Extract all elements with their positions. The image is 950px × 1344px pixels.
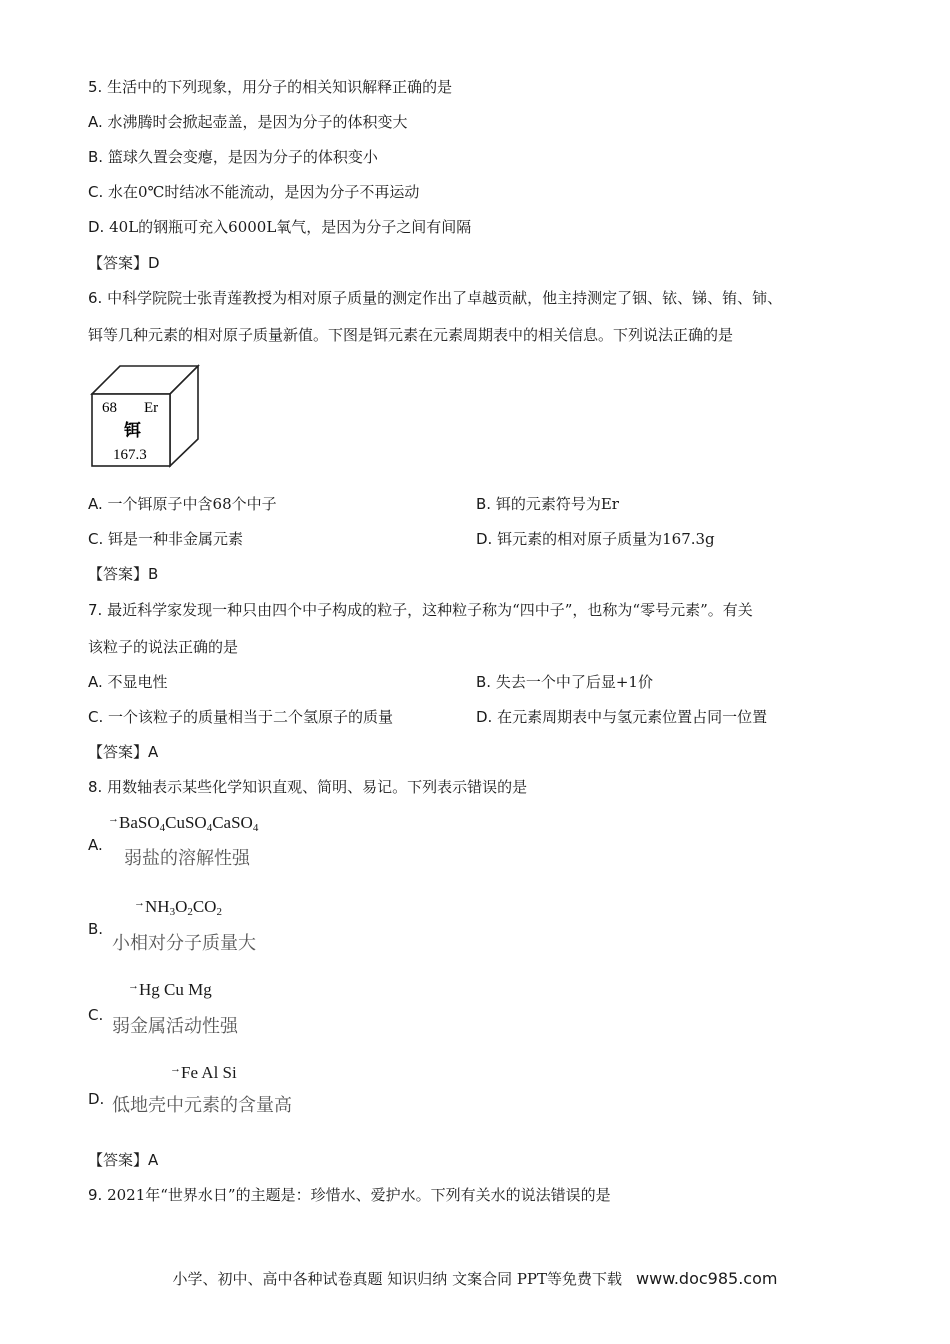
q8-option-c-letter: C. — [88, 1006, 104, 1024]
footer-text: 小学、初中、高中各种试卷真题 知识归纳 文案合同 PPT等免费下载 — [172, 1270, 623, 1288]
q7-number: 7. — [88, 601, 103, 619]
atomic-number: 68 — [102, 400, 117, 416]
footer-link[interactable]: www.doc985.com — [636, 1269, 778, 1288]
q6-option-c: C. 铒是一种非金属元素 — [88, 530, 244, 548]
axis-arrow-icon: → — [108, 813, 119, 825]
q8-option-a-letter: A. — [88, 836, 103, 854]
answer-value: A — [148, 743, 159, 761]
q6-stem-line1: 6. 中科学院院士张青莲教授为相对原子质量的测定作出了卓越贡献，他主持测定了铟、铱、锑、铕、铈、 — [88, 289, 783, 307]
q5-stem — [88, 77, 452, 97]
q8-number: 8. — [88, 778, 103, 796]
q8-option-c-axis-labels: →Hg Cu Mg — [128, 980, 212, 999]
answer-value: D — [148, 254, 160, 272]
q8-option-b-axis-labels: $^\to NH_3O_2CO_2$ — [134, 897, 222, 918]
q8-option-b-letter: B. — [88, 920, 104, 938]
atomic-mass: 167.3 — [113, 447, 147, 463]
q7-stem-line2: 该粒子的说法正确的是 — [88, 638, 239, 656]
q6-option-d: D. 铒元素的相对原子质量为167.3g — [476, 530, 715, 548]
q8-option-d-axis-labels: →Fe Al Si — [170, 1063, 237, 1082]
axis-arrow-icon: → — [128, 980, 139, 992]
q9-stem: 9. 2021年“世界水日”的主题是：珍惜水、爱护水。下列有关水的说法错误的是 — [88, 1186, 611, 1204]
q7-option-a: A. 不显电性 — [88, 673, 168, 691]
axis-arrow-icon: → — [134, 897, 145, 909]
q6-option-a: A. 一个铒原子中含68个中子 — [88, 495, 277, 513]
q5-option-a: A. 水沸腾时会掀起壶盖，是因为分子的体积变大 — [88, 113, 408, 131]
q8-option-b-axis-caption: 小相对分子质量大 — [112, 933, 256, 954]
q7-stem-line1: 7. 最近科学家发现一种只由四个中子构成的粒子，这种粒子称为“四中子”，也称为“零号元素”。有关 — [88, 601, 753, 619]
answer-value: A — [148, 1151, 159, 1169]
answer-label: 【答案】 — [88, 1151, 149, 1169]
answer-value: B — [148, 565, 159, 583]
q6-answer — [88, 564, 158, 584]
q5-stem-text: 生活中的下列现象，用分子的相关知识解释正确的是 — [107, 78, 453, 96]
axis-arrow-icon: → — [170, 1063, 181, 1075]
element-name: 铒 — [124, 421, 141, 441]
q8-option-d-axis-caption: 低地壳中元素的含量高 — [112, 1095, 292, 1116]
q7-option-b: B. 失去一个中了后显+1价 — [476, 673, 653, 691]
page-footer — [0, 1268, 950, 1289]
q7-option-c: C. 一个该粒子的质量相当于二个氢原子的质量 — [88, 708, 394, 726]
q5-number: 5. — [88, 78, 103, 96]
q8-answer — [88, 1150, 158, 1170]
q7-answer — [88, 742, 158, 762]
q5-option-d: D. 40L的钢瓶可充入6000L氧气，是因为分子之间有间隔 — [88, 218, 472, 236]
element-cube-figure — [90, 364, 202, 468]
q9-number: 9. — [88, 1186, 103, 1204]
element-symbol: Er — [144, 400, 159, 416]
q5-option-c: C. 水在0℃时结冰不能流动，是因为分子不再运动 — [88, 183, 420, 201]
q6-option-b: B. 铒的元素符号为Er — [476, 495, 619, 513]
answer-label: 【答案】 — [88, 743, 149, 761]
q8-stem: 8. 用数轴表示某些化学知识直观、简明、易记。下列表示错误的是 — [88, 778, 528, 796]
q8-option-d-letter: D. — [88, 1090, 105, 1108]
q8-option-a-axis-caption: 弱盐的溶解性强 — [124, 848, 250, 869]
answer-label: 【答案】 — [88, 565, 149, 583]
q7-option-d: D. 在元素周期表中与氢元素位置占同一位置 — [476, 708, 768, 726]
q5-answer — [88, 253, 160, 273]
answer-label: 【答案】 — [88, 254, 149, 272]
q5-option-b: B. 篮球久置会变瘪，是因为分子的体积变小 — [88, 148, 378, 166]
q8-option-a-axis-labels: →BaSO$_4$CuSO$_4$CaSO$_4$ — [108, 813, 259, 834]
q6-number: 6. — [88, 289, 103, 307]
q6-stem-line2: 铒等几种元素的相对原子质量新值。下图是铒元素在元素周期表中的相关信息。下列说法正确的是 — [88, 326, 734, 344]
q8-option-c-axis-caption: 弱金属活动性强 — [112, 1016, 238, 1037]
